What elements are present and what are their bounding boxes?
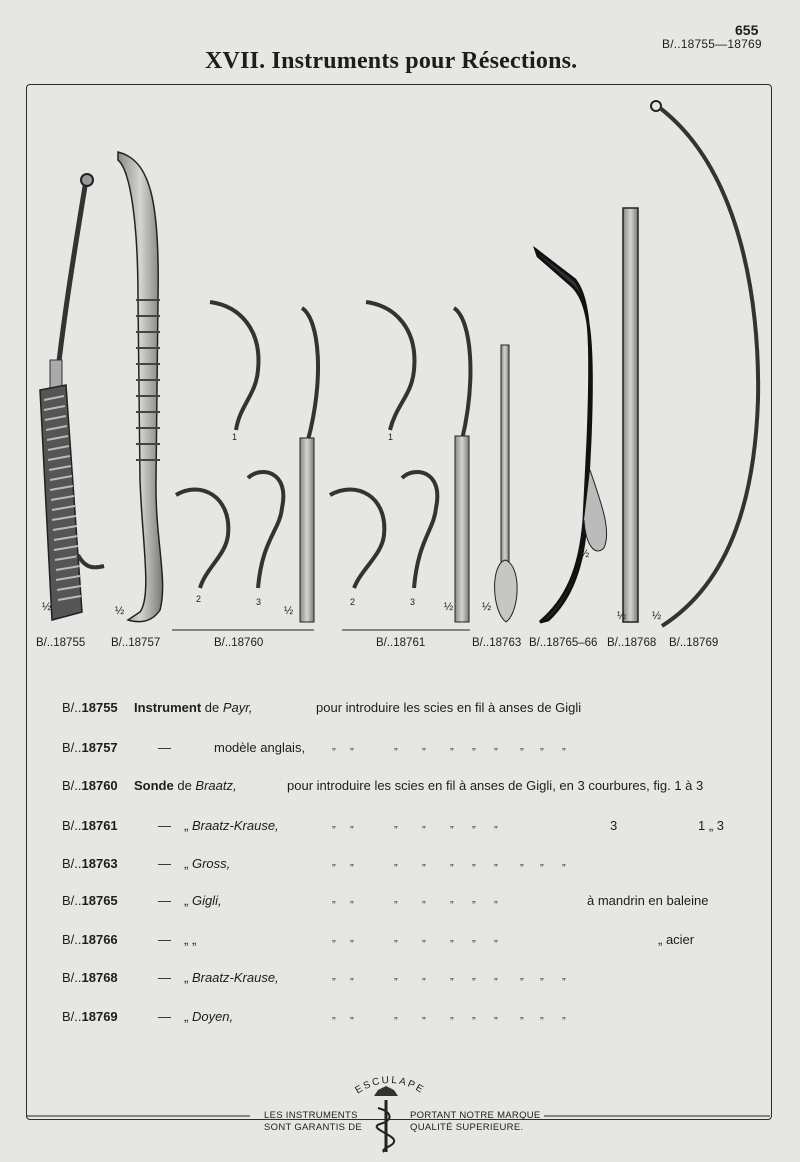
catalog-code: B/..18765 xyxy=(62,893,118,908)
catalog-code: B/..18761 xyxy=(62,818,118,833)
ditto-mark: „ xyxy=(472,970,476,982)
ditto-mark: „ xyxy=(540,740,544,752)
ditto-mark: „ xyxy=(472,856,476,868)
ditto-mark: „ xyxy=(450,740,454,752)
ditto-mark: „ xyxy=(562,856,566,868)
ditto-mark: „ xyxy=(394,1009,398,1021)
caption-18769: B/..18769 xyxy=(669,637,719,649)
ditto-mark: „ xyxy=(562,970,566,982)
ditto-mark: „ xyxy=(450,970,454,982)
caption-18761: B/..18761 xyxy=(376,637,426,649)
caption-18763: B/..18763 xyxy=(472,637,522,649)
catalog-dash: — xyxy=(158,740,171,755)
instrument-18761 xyxy=(330,302,470,588)
ditto-mark: „ xyxy=(520,740,524,752)
ditto-mark: „ xyxy=(350,893,354,905)
ditto-mark: „ xyxy=(494,1009,498,1021)
ditto-mark: „ xyxy=(494,893,498,905)
scale-label: ½ xyxy=(115,605,125,617)
svg-text:ESCULAPE xyxy=(353,1075,426,1097)
caption-18765: B/..18765–66 xyxy=(529,637,598,649)
ditto-mark: „ xyxy=(332,818,336,830)
instrument-18768 xyxy=(623,208,638,622)
curve-number: 3 xyxy=(256,597,262,607)
curve-number: 1 xyxy=(388,432,394,442)
instrument-18757 xyxy=(118,152,163,622)
caption-18768: B/..18768 xyxy=(607,637,657,649)
catalog-name: „ Braatz-Krause, xyxy=(184,818,279,833)
ditto-mark: „ xyxy=(422,818,426,830)
scale-label: ½ xyxy=(652,610,662,622)
page-number: 655 xyxy=(735,22,759,38)
ditto-mark: „ xyxy=(472,740,476,752)
ditto-mark: „ xyxy=(350,818,354,830)
ditto-mark: „ xyxy=(422,740,426,752)
catalog-code: B/..18769 xyxy=(62,1009,118,1024)
ditto-mark: „ xyxy=(472,1009,476,1021)
footer-left-line2: SONT GARANTIS DE xyxy=(264,1122,363,1133)
ditto-mark: „ xyxy=(394,893,398,905)
scale-label: ½ xyxy=(444,601,454,613)
ditto-mark: „ xyxy=(332,932,336,944)
ditto-mark: „ xyxy=(422,856,426,868)
brand-wordmark xyxy=(340,1072,440,1102)
footer-right-line2: QUALITÉ SUPERIEURE. xyxy=(410,1122,524,1133)
catalog-name: Instrument de Payr, xyxy=(134,700,253,715)
ditto-mark: „ xyxy=(332,856,336,868)
ditto-mark: „ xyxy=(422,932,426,944)
instrument-18765 xyxy=(536,250,607,622)
ditto-mark: „ xyxy=(450,818,454,830)
catalog-code: B/..18763 xyxy=(62,856,118,871)
catalog-name: „ „ xyxy=(184,932,197,947)
catalog-name: „ Gigli, xyxy=(184,893,222,908)
instrument-18760 xyxy=(176,302,318,588)
ditto-mark: „ xyxy=(350,856,354,868)
ditto-mark: „ xyxy=(350,740,354,752)
catalog-description: „ acier xyxy=(658,932,695,947)
instrument-18769 xyxy=(651,101,758,626)
ditto-mark: „ xyxy=(494,856,498,868)
ditto-mark: „ xyxy=(472,893,476,905)
catalog-code: B/..18760 xyxy=(62,778,118,793)
ditto-mark: „ xyxy=(540,856,544,868)
catalog-dash: — xyxy=(158,893,171,908)
ditto-mark: „ xyxy=(494,932,498,944)
brand-text: ESCULAPE xyxy=(353,1074,427,1097)
instrument-18761-handle xyxy=(455,436,469,622)
ditto-mark: „ xyxy=(394,740,398,752)
footer-quality xyxy=(410,1110,541,1134)
ditto-mark: „ xyxy=(562,1009,566,1021)
catalog-dash: — xyxy=(158,970,171,985)
ditto-mark: „ xyxy=(394,856,398,868)
ditto-mark: „ xyxy=(332,893,336,905)
instrument-18763 xyxy=(495,345,518,622)
scale-label: ½ xyxy=(580,548,590,560)
catalog-dash: — xyxy=(158,1009,171,1024)
catalog-description: pour introduire les scies en fil à anses de Gigli xyxy=(316,700,582,715)
ditto-mark: „ xyxy=(394,932,398,944)
catalog-dash: — xyxy=(158,856,171,871)
curve-number: 2 xyxy=(350,597,356,607)
ditto-mark: „ xyxy=(472,818,476,830)
ditto-mark: „ xyxy=(332,970,336,982)
ditto-mark: „ xyxy=(494,818,498,830)
catalog-name: „ Doyen, xyxy=(184,1009,234,1024)
ditto-mark: „ xyxy=(520,856,524,868)
ditto-mark: „ xyxy=(472,932,476,944)
catalog-name: „ Gross, xyxy=(184,856,231,871)
catalog-name: „ Braatz-Krause, xyxy=(184,970,279,985)
catalog-description: 3 xyxy=(610,818,618,833)
catalog-name: modèle anglais, xyxy=(214,740,306,755)
catalog-name: Sonde de Braatz, xyxy=(134,778,237,793)
footer-right-line1: PORTANT NOTRE MARQUE xyxy=(410,1110,541,1121)
caption-18760: B/..18760 xyxy=(214,637,264,649)
catalog-code: B/..18766 xyxy=(62,932,118,947)
caption-18755: B/..18755 xyxy=(36,637,86,649)
catalog-description: pour introduire les scies en fil à anses de Gigli, en 3 courbures, fig. 1 à 3 xyxy=(287,778,704,793)
catalog-description-range: 1 „ 3 xyxy=(698,818,725,833)
page-range: B/..18755—18769 xyxy=(662,37,762,51)
ditto-mark: „ xyxy=(520,970,524,982)
curve-number: 1 xyxy=(232,432,238,442)
ditto-mark: „ xyxy=(394,970,398,982)
ditto-mark: „ xyxy=(422,1009,426,1021)
page-title: XVII. Instruments pour Résections. xyxy=(205,48,578,74)
scale-label: ½ xyxy=(42,601,52,613)
ditto-mark: „ xyxy=(394,818,398,830)
curve-number: 2 xyxy=(196,594,202,604)
ditto-mark: „ xyxy=(350,970,354,982)
ditto-mark: „ xyxy=(422,893,426,905)
ditto-mark: „ xyxy=(540,1009,544,1021)
ditto-mark: „ xyxy=(540,970,544,982)
instrument-18760-handle xyxy=(300,438,314,622)
ditto-mark: „ xyxy=(422,970,426,982)
catalog-code: B/..18768 xyxy=(62,970,118,985)
ditto-mark: „ xyxy=(332,1009,336,1021)
catalog-dash: — xyxy=(158,818,171,833)
catalog-code: B/..18757 xyxy=(62,740,118,755)
ditto-mark: „ xyxy=(450,932,454,944)
ditto-mark: „ xyxy=(350,932,354,944)
catalog-dash: — xyxy=(158,932,171,947)
caption-18757: B/..18757 xyxy=(111,637,161,649)
scale-label: ½ xyxy=(617,610,627,622)
scale-label: ½ xyxy=(482,601,492,613)
scale-label: ½ xyxy=(284,605,294,617)
catalog-code: B/..18755 xyxy=(62,700,118,715)
ditto-mark: „ xyxy=(520,1009,524,1021)
instrument-18755 xyxy=(40,174,104,620)
ditto-mark: „ xyxy=(350,1009,354,1021)
ditto-mark: „ xyxy=(494,740,498,752)
curve-number: 3 xyxy=(410,597,416,607)
ditto-mark: „ xyxy=(562,740,566,752)
ditto-mark: „ xyxy=(332,740,336,752)
ditto-mark: „ xyxy=(450,856,454,868)
ditto-mark: „ xyxy=(450,1009,454,1021)
ditto-mark: „ xyxy=(450,893,454,905)
catalog-description: à mandrin en baleine xyxy=(587,893,709,908)
footer-left-line1: LES INSTRUMENTS xyxy=(264,1110,358,1121)
ditto-mark: „ xyxy=(494,970,498,982)
footer-guarantee xyxy=(264,1110,362,1134)
